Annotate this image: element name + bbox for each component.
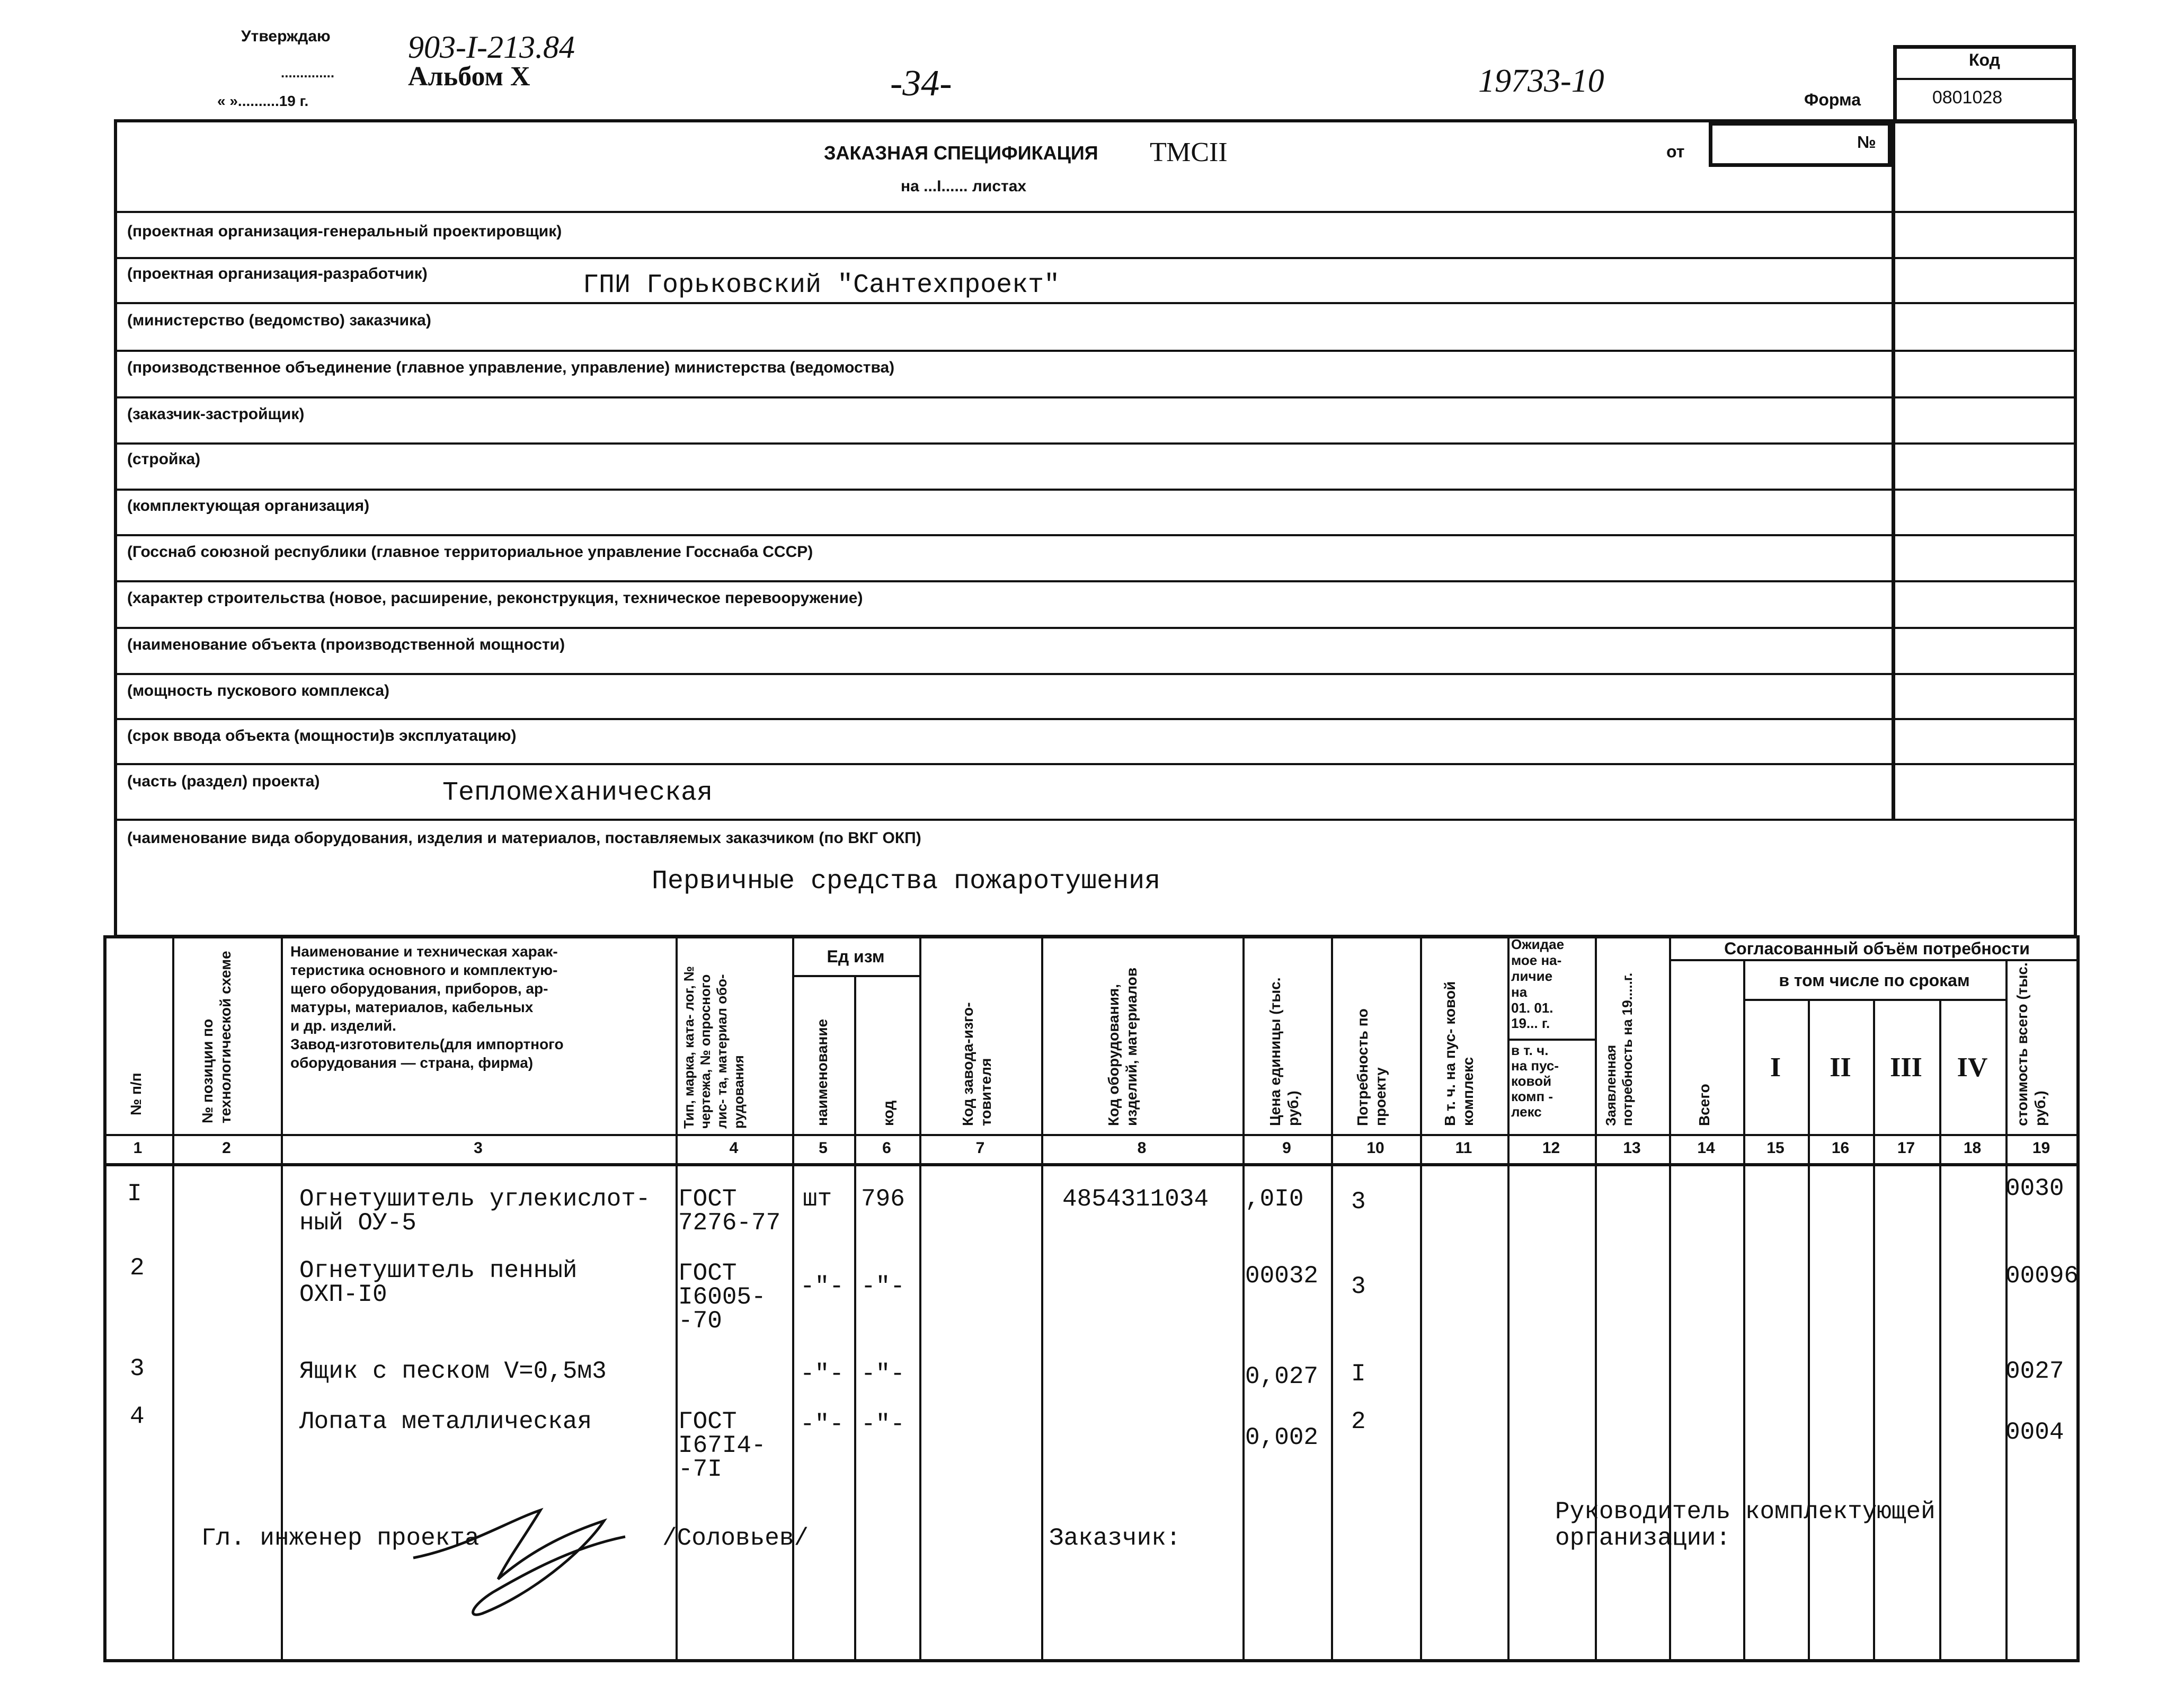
col-head-project-need: Потребность по проекту bbox=[1354, 1008, 1389, 1126]
row-line bbox=[114, 763, 2077, 765]
row-line bbox=[114, 673, 2077, 675]
col-number: 15 bbox=[1766, 1139, 1785, 1157]
row-line bbox=[114, 718, 2077, 720]
terms-group-line bbox=[1743, 999, 2005, 1001]
item-cost: 0030 bbox=[2005, 1175, 2064, 1202]
approve-dots: .............. bbox=[281, 65, 335, 81]
col-number: 12 bbox=[1542, 1139, 1560, 1157]
col-number: 3 bbox=[474, 1139, 483, 1157]
col-line bbox=[919, 935, 921, 1662]
number-label: № bbox=[1857, 132, 1876, 152]
col-line bbox=[1939, 999, 1941, 1662]
item-name-2: ный ОУ-5 bbox=[299, 1209, 416, 1237]
completing-head-label: Руководитель комплектующей bbox=[1555, 1498, 1936, 1526]
item-unit-code: -"- bbox=[861, 1360, 905, 1388]
col-head-name: Наименование и техническая харак- теристика основного и комплектую- щего оборудования, приборов, ар- матуры, материалов, кабельных и др. изделий. Завод-изготовитель(для импортного оборудования — страна, фирма) bbox=[290, 943, 564, 1071]
col-head-q2: II bbox=[1830, 1052, 1851, 1083]
col-number: 19 bbox=[2032, 1139, 2050, 1157]
item-number: I bbox=[127, 1180, 142, 1208]
col-head-agreed: Согласованный объём потребности bbox=[1724, 939, 2030, 958]
row-line bbox=[114, 442, 2077, 445]
item-number: 2 bbox=[130, 1254, 145, 1282]
col-number: 2 bbox=[222, 1139, 231, 1157]
item-type: ГОСТ bbox=[678, 1408, 737, 1435]
item-quantity: 2 bbox=[1351, 1408, 1366, 1435]
item-type-3: -7I bbox=[678, 1456, 722, 1483]
colnum-bottom-line bbox=[103, 1163, 2080, 1166]
item-price: 0,027 bbox=[1245, 1363, 1319, 1390]
row-line bbox=[114, 211, 2077, 213]
col-head-factory-code: Код завода-изго- товителя bbox=[960, 1002, 994, 1126]
row-line bbox=[114, 350, 2077, 352]
item-price: 0,002 bbox=[1245, 1424, 1319, 1451]
item-cost: 0027 bbox=[2005, 1358, 2064, 1385]
item-unit-code: 796 bbox=[861, 1185, 905, 1213]
item-type-2: I67I4- bbox=[678, 1432, 766, 1459]
item-name: Лопата металлическая bbox=[299, 1408, 592, 1435]
item-type-2: I6005- bbox=[678, 1283, 766, 1311]
item-equipment-code: 4854311034 bbox=[1062, 1185, 1209, 1213]
approve-label: Утверждаю bbox=[241, 28, 331, 45]
doc-number: 903-I-213.84 bbox=[408, 30, 575, 65]
item-type: ГОСТ bbox=[678, 1260, 737, 1287]
col-number: 8 bbox=[1137, 1139, 1147, 1157]
col-number: 18 bbox=[1963, 1139, 1982, 1157]
approve-date: « »..........19 г. bbox=[217, 93, 309, 109]
col-head-by-terms: в том числе по срокам bbox=[1779, 971, 1970, 990]
row-label-launch-capacity: (мощность пускового комплекса) bbox=[127, 682, 389, 699]
row-label-completing-org: (комплектующая организация) bbox=[127, 497, 370, 515]
col-number: 9 bbox=[1282, 1139, 1291, 1157]
col-head-q3: III bbox=[1890, 1052, 1922, 1083]
form-frame bbox=[114, 119, 2077, 938]
chief-engineer-name: /Соловьев/ bbox=[662, 1525, 809, 1552]
equipment-type-label: (чаименование вида оборудования, изделия и материалов, поставляемых заказчиком (по ВКГ ОКП) bbox=[127, 829, 921, 847]
item-unit: -"- bbox=[800, 1360, 844, 1388]
album-label: Альбом X bbox=[408, 61, 530, 92]
col-number: 5 bbox=[819, 1139, 828, 1157]
col-number: 1 bbox=[133, 1139, 143, 1157]
col-number: 14 bbox=[1697, 1139, 1715, 1157]
col-head-type: Тип, марка, ката- лог, № чертежа, № опросного лис- та, материал обо- рудования bbox=[681, 966, 747, 1129]
col-head-position: № позиции по технологической схеме bbox=[199, 951, 234, 1123]
col-head-expected: Ожидае мое на- личие на 01. 01. 19... г. bbox=[1511, 936, 1565, 1032]
col-head-q4: IV bbox=[1957, 1052, 1988, 1083]
row-line bbox=[114, 819, 2077, 821]
item-quantity: I bbox=[1351, 1360, 1366, 1388]
item-price: 00032 bbox=[1245, 1262, 1319, 1290]
c12-split-line bbox=[1507, 1039, 1595, 1041]
col-number: 7 bbox=[975, 1139, 985, 1157]
row-label-ministry: (министерство (ведомство) заказчика) bbox=[127, 312, 431, 329]
row-label-commissioning-date: (срок ввода объекта (мощности)в эксплуатацию) bbox=[127, 727, 517, 744]
item-type-2: 7276-77 bbox=[678, 1209, 781, 1237]
col-line bbox=[1331, 935, 1333, 1662]
row-label-production-union: (производственное объединение (главное управление, управление) министерства (ведомоства) bbox=[127, 359, 895, 376]
row-value-developer: ГПИ Горьковский "Сантехпроект" bbox=[583, 270, 1060, 300]
col-line bbox=[281, 935, 283, 1662]
form-title: ЗАКАЗНАЯ СПЕЦИФИКАЦИЯ bbox=[824, 142, 1098, 164]
col-line bbox=[1873, 999, 1875, 1662]
item-name: Огнетушитель пенный bbox=[299, 1257, 578, 1284]
col-head-expected-launch: в т. ч. на пус- ковой комп - лекс bbox=[1511, 1042, 1559, 1120]
row-label-construction-type: (характер строительства (новое, расширение, реконструкция, техническое перевооружение) bbox=[127, 589, 863, 607]
col-head-launch-complex: В т. ч. на пус- ковой комплекс bbox=[1442, 981, 1476, 1126]
item-price: ,0I0 bbox=[1245, 1185, 1304, 1213]
item-unit: -"- bbox=[800, 1411, 844, 1438]
item-name-2: ОХП-I0 bbox=[299, 1281, 387, 1308]
col-line bbox=[792, 935, 794, 1662]
row-label-general-designer: (проектная организация-генеральный проектировщик) bbox=[127, 223, 562, 240]
code-column-line bbox=[1892, 119, 1895, 819]
row-label-gossnab: (Госснаб союзной республики (главное территориальное управление Госснаба СССР) bbox=[127, 543, 813, 561]
code-box-divider bbox=[1893, 78, 2076, 80]
item-unit-code: -"- bbox=[861, 1411, 905, 1438]
item-quantity: 3 bbox=[1351, 1188, 1366, 1216]
form-title-code: ТМСII bbox=[1150, 137, 1228, 167]
row-line bbox=[114, 302, 2077, 304]
header-bottom-line bbox=[103, 1134, 2080, 1136]
item-type-3: -70 bbox=[678, 1307, 722, 1335]
col-number: 16 bbox=[1831, 1139, 1850, 1157]
col-number: 11 bbox=[1455, 1139, 1472, 1157]
forma-label: Форма bbox=[1804, 90, 1861, 109]
item-name: Ящик с песком V=0,5м3 bbox=[299, 1358, 607, 1385]
col-head-number: № п/п bbox=[128, 1073, 144, 1115]
row-line bbox=[114, 396, 2077, 398]
col-number: 13 bbox=[1623, 1139, 1641, 1157]
col-line bbox=[1242, 935, 1245, 1662]
col-head-equipment-code: Код оборудования, изделий, материалов bbox=[1105, 967, 1140, 1126]
col-head-unit-price: Цена единицы (тыс. руб.) bbox=[1267, 977, 1301, 1126]
row-label-construction: (стройка) bbox=[127, 450, 201, 468]
col-line bbox=[854, 975, 856, 1662]
col-head-total: Всего bbox=[1696, 1084, 1712, 1126]
row-label-object-name: (наименование объекта (производственной мощности) bbox=[127, 636, 565, 653]
completing-head-label-2: организации: bbox=[1555, 1525, 1731, 1552]
col-number: 6 bbox=[882, 1139, 891, 1157]
row-value-project-part: Тепломеханическая bbox=[442, 778, 713, 808]
item-quantity: 3 bbox=[1351, 1273, 1366, 1300]
item-number: 3 bbox=[130, 1355, 145, 1382]
col-head-unit-name: наименование bbox=[814, 1018, 830, 1126]
col-number: 4 bbox=[729, 1139, 739, 1157]
col-head-unit-code: код bbox=[880, 1100, 896, 1126]
row-label-developer: (проектная организация-разработчик) bbox=[127, 265, 428, 282]
agreed-group-line bbox=[1669, 959, 2080, 961]
page-number: -34- bbox=[890, 63, 952, 104]
item-unit: шт bbox=[803, 1185, 832, 1213]
row-line bbox=[114, 257, 2077, 259]
item-cost: 0004 bbox=[2005, 1419, 2064, 1446]
col-number: 10 bbox=[1366, 1139, 1384, 1157]
col-head-declared-need: Заявленная потребность на 19.....г. bbox=[1603, 972, 1636, 1126]
col-line bbox=[1507, 935, 1510, 1662]
item-cost: 00096 bbox=[2005, 1262, 2079, 1290]
col-number: 17 bbox=[1897, 1139, 1915, 1157]
sheets-count: на ...I...... листах bbox=[901, 178, 1027, 195]
chief-engineer-label: Гл. инженер проекта bbox=[201, 1525, 480, 1552]
customer-label: Заказчик: bbox=[1049, 1525, 1181, 1552]
col-line bbox=[2005, 959, 2008, 1662]
col-line bbox=[1420, 935, 1422, 1662]
col-line bbox=[1808, 999, 1810, 1662]
row-line bbox=[114, 580, 2077, 582]
row-line bbox=[114, 627, 2077, 629]
item-unit-code: -"- bbox=[861, 1273, 905, 1300]
kod-value: 0801028 bbox=[1932, 87, 2003, 108]
from-label: от bbox=[1666, 142, 1685, 161]
row-line bbox=[114, 534, 2077, 536]
kod-label: Код bbox=[1969, 50, 2000, 69]
col-head-q1: I bbox=[1770, 1052, 1781, 1083]
row-label-customer-developer: (заказчик-застройщик) bbox=[127, 405, 305, 423]
item-number: 4 bbox=[130, 1403, 145, 1430]
item-name: Огнетушитель углекислот- bbox=[299, 1185, 651, 1213]
col-head-total-cost: стоимость всего (тыс. руб.) bbox=[2014, 962, 2048, 1126]
engineer-signature bbox=[403, 1500, 657, 1621]
item-unit: -"- bbox=[800, 1273, 844, 1300]
unit-group-line bbox=[792, 975, 919, 977]
col-head-unit-group: Ед изм bbox=[827, 947, 885, 966]
equipment-type-value: Первичные средства пожаротушения bbox=[652, 866, 1161, 897]
col-line bbox=[172, 935, 174, 1662]
row-label-project-part: (часть (раздел) проекта) bbox=[127, 773, 320, 790]
col-line bbox=[1669, 935, 1671, 1662]
row-line bbox=[114, 489, 2077, 491]
registration-number: 19733-10 bbox=[1478, 63, 1604, 99]
col-line bbox=[1041, 935, 1043, 1662]
col-line bbox=[676, 935, 678, 1662]
item-type: ГОСТ bbox=[678, 1185, 737, 1213]
